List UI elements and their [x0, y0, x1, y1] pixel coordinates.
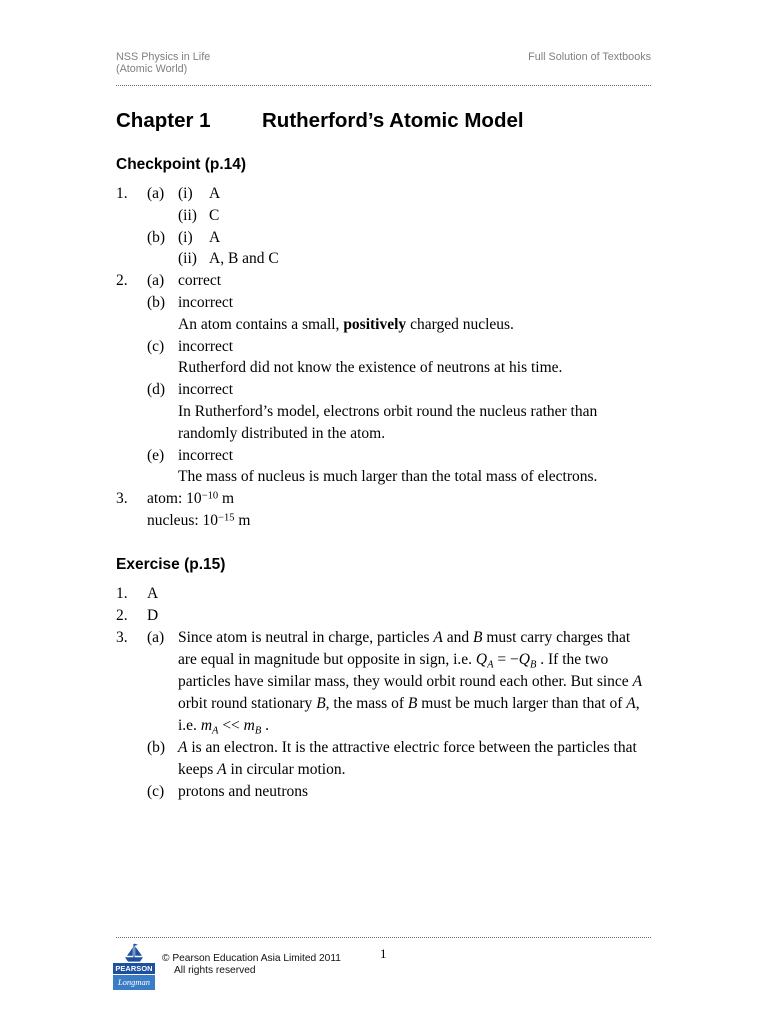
- ship-emblem-icon: [113, 943, 155, 963]
- answer-row: [116, 248, 661, 270]
- answer-text: A, B and C: [209, 250, 279, 268]
- answer-line: [178, 649, 608, 671]
- header-book-subtitle: (Atomic World): [116, 63, 188, 75]
- answer-row: [116, 671, 661, 693]
- subpart-label: (i): [178, 185, 193, 202]
- subpart-label: (i): [178, 228, 193, 246]
- explanation-text: An atom contains a small,: [178, 315, 344, 333]
- answer-text: are equal in magnitude but opposite in sign, i.e.: [178, 651, 476, 668]
- answer-text: D: [147, 607, 159, 624]
- explanation-text: Rutherford did not know the existence of neutrons at his time.: [178, 359, 563, 377]
- answer-text: incorrect: [178, 293, 234, 311]
- subpart-label: (ii): [178, 250, 197, 268]
- chapter-label: Chapter 1: [116, 109, 211, 132]
- size-answer-line: [147, 488, 234, 510]
- answer-row: [116, 649, 661, 671]
- unit-text: m: [234, 511, 251, 529]
- answer-text: incorrect: [178, 381, 234, 399]
- explanation-text: charged nucleus.: [406, 315, 514, 333]
- answer-line: [178, 737, 637, 759]
- answer-text: nucleus: 10: [147, 511, 219, 529]
- italic-variable: m: [243, 717, 255, 734]
- part-label: (c): [147, 337, 165, 355]
- italic-variable: A: [217, 761, 227, 778]
- variable-subscript: B: [529, 659, 537, 671]
- answer-row: [116, 510, 661, 532]
- part-label: (d): [147, 381, 166, 399]
- answer-row: [116, 627, 661, 649]
- logo-imprint: Longman: [113, 975, 155, 990]
- header-right-label: Full Solution of Textbooks: [528, 51, 651, 63]
- question-number: 1.: [116, 185, 128, 202]
- answer-text: incorrect: [178, 446, 234, 464]
- answer-text: .: [261, 717, 270, 734]
- explanation-row: [116, 466, 661, 488]
- answer-row: [116, 488, 661, 510]
- answer-text: must carry charges that: [482, 629, 631, 646]
- question-number: 3.: [116, 629, 128, 646]
- explanation-row: [116, 314, 661, 336]
- answer-row: [116, 781, 661, 803]
- part-label: (a): [147, 185, 165, 202]
- emphasis-text: positively: [343, 315, 407, 333]
- italic-variable: A: [178, 739, 188, 756]
- part-label: (b): [147, 293, 166, 311]
- footer-dotted-rule: [116, 937, 651, 938]
- answer-row: [116, 227, 661, 249]
- answer-text: is an electron. It is the attractive electric force between the particles that: [187, 739, 637, 756]
- equation-operator: = −: [493, 651, 519, 668]
- answer-line: [178, 715, 269, 737]
- variable-subscript: A: [487, 659, 494, 671]
- answer-row: [116, 445, 661, 467]
- italic-variable: A: [433, 629, 443, 646]
- italic-variable: B: [473, 629, 483, 646]
- answer-text: protons and neutrons: [178, 783, 309, 800]
- subpart-label: (ii): [178, 206, 197, 224]
- exercise-answer-list: [116, 583, 661, 803]
- chapter-title: Rutherford’s Atomic Model: [262, 109, 524, 132]
- checkpoint-heading: Checkpoint (p.14): [116, 156, 247, 173]
- answer-text: correct: [178, 272, 222, 290]
- part-label: (a): [147, 272, 165, 290]
- italic-variable: B: [407, 695, 418, 712]
- checkpoint-answer-list: [116, 183, 661, 532]
- question-number: 2.: [116, 272, 128, 290]
- explanation-row: [116, 357, 661, 379]
- answer-row: [116, 737, 661, 759]
- answer-text: A: [147, 585, 159, 602]
- answer-text: must be much larger than that of: [417, 695, 627, 712]
- explanation-row: [116, 401, 661, 423]
- explanation-row: [116, 423, 661, 445]
- answer-row: [116, 605, 661, 627]
- part-label: (b): [147, 228, 166, 246]
- part-label: (a): [147, 629, 165, 646]
- exponent-superscript: −15: [218, 512, 235, 524]
- answer-row: [116, 583, 661, 605]
- explanation-line: [178, 314, 514, 336]
- header-dotted-rule: [116, 85, 651, 86]
- answer-text: incorrect: [178, 337, 234, 355]
- answer-line: [178, 627, 630, 649]
- page-number: 1: [380, 946, 387, 961]
- italic-variable: A: [632, 673, 643, 690]
- answer-text: and: [442, 629, 473, 646]
- part-label: (e): [147, 446, 165, 464]
- answer-text: in circular motion.: [226, 761, 346, 778]
- answer-text: Since atom is neutral in charge, particles: [178, 629, 434, 646]
- part-label: (b): [147, 739, 166, 756]
- answer-row: [116, 715, 661, 737]
- answer-text: keeps: [178, 761, 218, 778]
- variable-subscript: B: [254, 725, 262, 737]
- answer-row: [116, 205, 661, 227]
- answer-row: [116, 693, 661, 715]
- exponent-superscript: −10: [201, 490, 219, 502]
- part-label: (c): [147, 783, 165, 800]
- exercise-heading: Exercise (p.15): [116, 556, 226, 573]
- question-number: 2.: [116, 607, 128, 624]
- question-number: 3.: [116, 490, 128, 508]
- italic-variable: A: [626, 695, 636, 712]
- unit-text: m: [218, 490, 235, 508]
- explanation-text: In Rutherford’s model, electrons orbit round the nucleus rather than: [178, 402, 598, 420]
- italic-variable: Q: [518, 651, 530, 668]
- answer-line: [178, 693, 640, 715]
- answer-text: , the mass of: [325, 695, 408, 712]
- italic-variable: m: [200, 717, 213, 734]
- answer-text: C: [209, 206, 220, 224]
- answer-line: [178, 759, 345, 781]
- answer-text: ,: [635, 695, 640, 712]
- copyright-text: © Pearson Education Asia Limited 2011: [162, 953, 341, 964]
- answer-row: [116, 270, 661, 292]
- size-answer-line: [147, 510, 250, 532]
- answer-text: A: [209, 185, 221, 202]
- answer-text: particles have similar mass, they would orbit round each other. But since: [178, 673, 633, 690]
- explanation-text: randomly distributed in the atom.: [178, 424, 386, 442]
- rights-text: All rights reserved: [174, 965, 256, 976]
- answer-text: i.e.: [178, 717, 201, 734]
- italic-variable: Q: [475, 651, 488, 668]
- publisher-logo: [113, 943, 155, 990]
- answer-row: [116, 379, 661, 401]
- answer-text: A: [209, 228, 221, 246]
- answer-text: . If the two: [536, 651, 609, 668]
- question-number: 1.: [116, 585, 128, 602]
- logo-wordmark: PEARSON: [113, 963, 155, 974]
- italic-variable: B: [316, 695, 326, 712]
- header-book-title: NSS Physics in Life: [116, 51, 211, 63]
- answer-line: [178, 671, 642, 693]
- explanation-text: The mass of nucleus is much larger than the total mass of electrons.: [178, 468, 598, 486]
- answer-row: [116, 292, 661, 314]
- answer-row: [116, 336, 661, 358]
- variable-subscript: A: [212, 725, 219, 737]
- answer-text: atom: 10: [147, 490, 202, 508]
- answer-row: [116, 759, 661, 781]
- answer-text: orbit round stationary: [178, 695, 317, 712]
- equation-operator: <<: [218, 717, 244, 734]
- answer-row: [116, 183, 661, 205]
